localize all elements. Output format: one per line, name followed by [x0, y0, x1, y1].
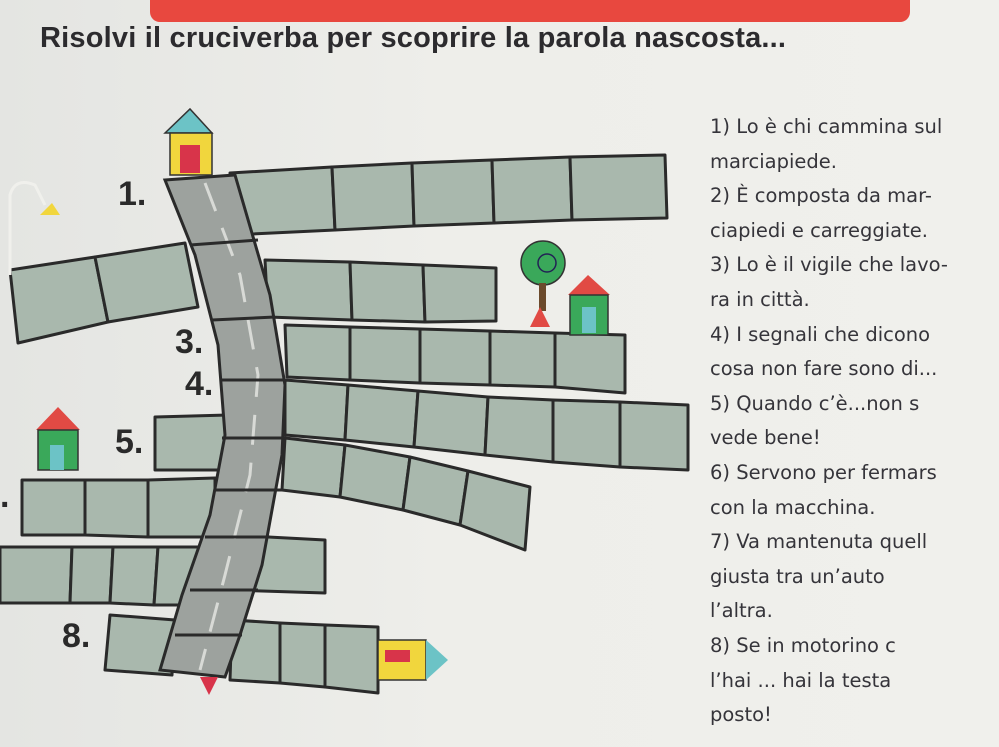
house-right-icon: [568, 275, 610, 335]
clue-line: cosa non fare sono di...: [710, 357, 938, 381]
clue-number-6-cropped: .: [0, 477, 10, 515]
road-arrow-icon: [200, 677, 218, 695]
car-icon: [378, 640, 448, 680]
crossword-cell[interactable]: [350, 262, 425, 322]
clue-number-3: 3.: [175, 323, 204, 361]
clue-line: 1) Lo è chi cammina sul: [710, 115, 943, 138]
clue-line: posto!: [710, 703, 772, 727]
crossword-cell[interactable]: [325, 625, 378, 693]
crossword-cell[interactable]: [280, 623, 325, 687]
clue-line: 2) È composta da mar-: [710, 184, 932, 208]
clue-line: l’altra.: [710, 599, 773, 623]
crossword-cell[interactable]: [110, 547, 158, 605]
house-top-icon: [165, 109, 212, 175]
row-1-cells: [230, 155, 667, 235]
red-header-band: [150, 0, 910, 22]
crossword-cell[interactable]: [10, 257, 108, 343]
crossword-cell[interactable]: [492, 157, 572, 223]
clue-number-5: 5.: [115, 423, 144, 461]
crossword-cell[interactable]: [490, 331, 555, 387]
clue-number-4: 4.: [185, 365, 214, 403]
clue-line: marciapiede.: [710, 149, 837, 173]
crossword-cell[interactable]: [553, 400, 620, 467]
clue-line: giusta tra un’auto: [710, 564, 885, 588]
tree-icon: [521, 241, 565, 327]
crossword-cell[interactable]: [555, 333, 625, 393]
crossword-cell[interactable]: [70, 547, 113, 603]
row-2-right-cells: [265, 260, 496, 322]
crossword-cell[interactable]: [414, 391, 488, 455]
crossword-cell[interactable]: [285, 325, 350, 380]
crossword-cell[interactable]: [350, 327, 420, 383]
row-6-cells: [22, 478, 215, 537]
clue-line: 6) Servono per fermars: [710, 460, 937, 484]
row-2-cells: [10, 243, 198, 343]
house-left-icon: [36, 407, 80, 470]
crossword-cell[interactable]: [265, 260, 352, 320]
crossword-cell[interactable]: [282, 438, 345, 497]
crossword-cell[interactable]: [423, 265, 496, 322]
clue-line: 8) Se in motorino c: [710, 633, 896, 657]
crossword-cell[interactable]: [22, 480, 85, 535]
clue-line: l’hai ... hai la testa: [710, 668, 892, 692]
crossword-cell[interactable]: [412, 160, 494, 226]
crossword-cell[interactable]: [420, 329, 490, 385]
clue-line: ra in città.: [710, 287, 810, 311]
clue-line: 3) Lo è il vigile che lavo-: [710, 253, 948, 277]
crossword-cell[interactable]: [332, 163, 414, 230]
crossword-cell[interactable]: [155, 415, 228, 470]
crossword-cell[interactable]: [95, 243, 198, 322]
row-7-cells: [0, 535, 325, 605]
crossword-cell[interactable]: [620, 402, 688, 470]
clue-line: ciapiedi e carreggiate.: [710, 218, 928, 242]
crossword-cell[interactable]: [403, 457, 468, 525]
clue-line: con la macchina.: [710, 495, 876, 519]
clue-list: [710, 110, 999, 733]
crossword-cell[interactable]: [485, 397, 553, 462]
clue-line: vede bene!: [710, 426, 821, 450]
crossword-grid: [0, 95, 700, 735]
crossword-cell[interactable]: [85, 480, 148, 537]
exercise-title: Risolvi il cruciverba per scoprire la parola nascosta...: [40, 22, 787, 54]
crossword-cell[interactable]: [0, 547, 72, 603]
clue-line: 7) Va mantenuta quell: [710, 530, 928, 554]
crossword-cell[interactable]: [460, 471, 530, 550]
clue-line: 4) I segnali che dicono: [710, 322, 931, 346]
clue-number-1: 1.: [118, 175, 147, 213]
row-5-left-cells: [155, 415, 228, 470]
crossword-cell[interactable]: [285, 380, 348, 440]
street-lamp-icon: [10, 183, 60, 275]
clue-number-8: 8.: [62, 617, 91, 655]
crossword-cell[interactable]: [570, 155, 667, 220]
clue-line: 5) Quando c’è...non s: [710, 391, 920, 415]
crossword-cell[interactable]: [340, 445, 410, 510]
crossword-cell[interactable]: [345, 385, 418, 447]
